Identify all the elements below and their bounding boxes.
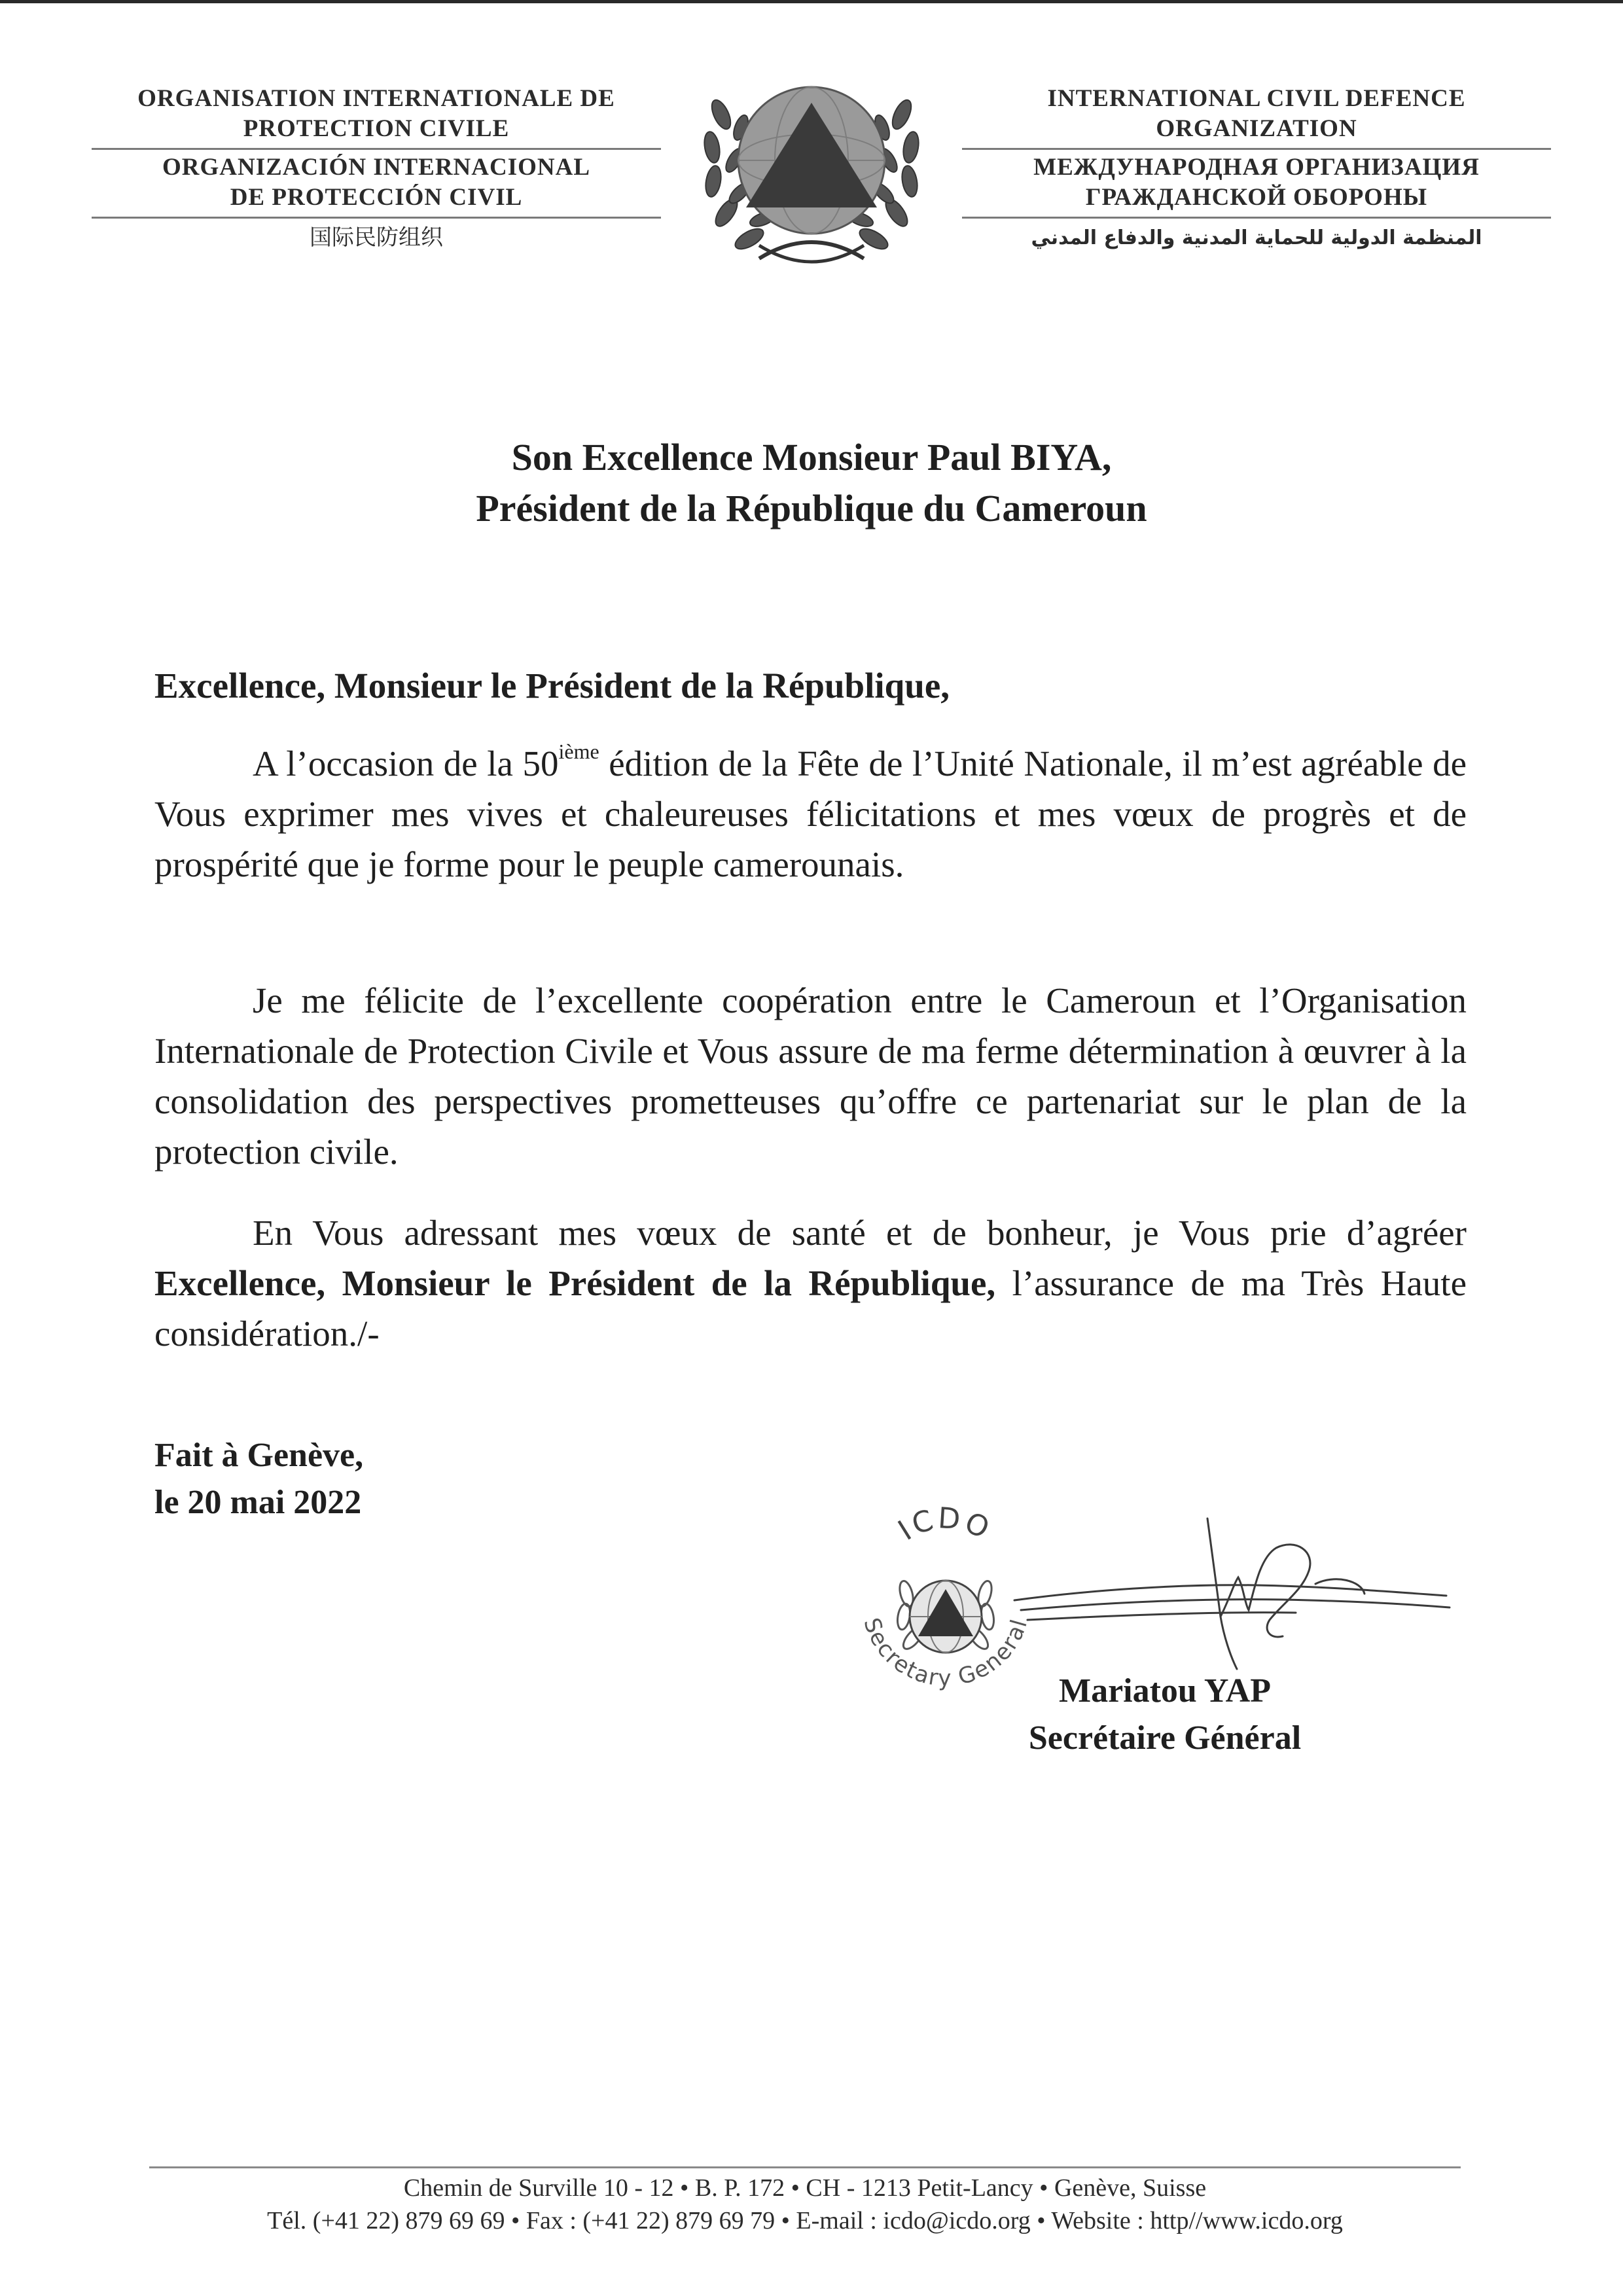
org-name-fr-line1: ORGANISATION INTERNATIONALE DE — [137, 85, 615, 112]
org-name-ru-line1: МЕЖДУНАРОДНАЯ ОРГАНИЗАЦИЯ — [1033, 154, 1480, 181]
footer-contact-details: Tél. (+41 22) 879 69 69 • Fax : (+41 22) 879 69 79 • E-mail : icdo@icdo.org • Website : http//www.icdo.org — [267, 2207, 1343, 2234]
header-divider — [962, 148, 1551, 150]
icdo-emblem-icon — [687, 62, 936, 278]
paragraph-1-start: A l’occasion de la 50 — [253, 744, 559, 783]
top-border-line — [0, 0, 1623, 3]
header-divider — [92, 217, 661, 219]
paragraph-3-closing: l’assurance de ma Très Haute considération./- — [154, 1263, 1467, 1354]
footer-divider — [149, 2166, 1461, 2168]
org-name-en-line1: INTERNATIONAL CIVIL DEFENCE — [1047, 85, 1466, 112]
paragraph-3-bold-address: Excellence, Monsieur le Président de la République, — [154, 1263, 996, 1303]
header-divider — [92, 148, 661, 150]
footer-address: Chemin de Surville 10 - 12 • B. P. 172 • CH - 1213 Petit-Lancy • Genève, Suisse — [403, 2174, 1207, 2202]
letterhead-right — [962, 84, 1551, 255]
seal-bottom-text: Secretary General — [858, 1615, 1033, 1692]
date: le 20 mai 2022 — [154, 1484, 362, 1521]
header-divider — [962, 217, 1551, 219]
salutation: Excellence, Monsieur le Président de la République, — [154, 666, 950, 706]
footer-contact — [149, 2172, 1461, 2237]
place: Fait à Genève, — [154, 1437, 364, 1474]
org-name-ru-line2: ГРАЖДАНСКОЙ ОБОРОНЫ — [1085, 184, 1428, 211]
handwritten-signature-icon — [1008, 1512, 1453, 1676]
org-name-es-line2: DE PROTECCIÓN CIVIL — [230, 184, 523, 211]
seal-top-text: ICDO — [892, 1501, 997, 1547]
paragraph-3-start: En Vous adressant mes vœux de santé et de bonheur, je Vous prie d’agréer — [253, 1213, 1467, 1253]
signer-title: Secrétaire Général — [1028, 1719, 1302, 1757]
org-name-en-line2: ORGANIZATION — [1156, 115, 1357, 142]
paragraph-3 — [154, 1208, 1467, 1359]
paragraph-1-rest: édition de la Fête de l’Unité Nationale, il m’est agréable de Vous exprimer mes vives et chaleureuses félicitations et mes vœux de progrès et de prospérité que je forme pour le peuple camerounais. — [154, 744, 1467, 884]
paragraph-2: Je me félicite de l’excellente coopération entre le Cameroun et l’Organisation Internationale de Protection Civile et Vous assure de ma ferme détermination à œuvrer à la consolidation des perspectives prometteuses qu’offre ce partenariat sur le plan de la protection civile. — [154, 980, 1467, 1172]
org-name-ar: المنظمة الدولية للحماية المدنية والدفاع المدني — [1031, 226, 1482, 249]
org-name-fr-line2: PROTECTION CIVILE — [243, 115, 510, 142]
svg-text:ICDO — [893, 1501, 997, 1547]
place-date-block — [154, 1432, 363, 1526]
ordinal-superscript: ième — [558, 740, 599, 763]
signer-name: Mariatou YAP — [1058, 1672, 1271, 1710]
org-name-es-line1: ORGANIZACIÓN INTERNACIONAL — [162, 154, 591, 181]
letterhead-left — [92, 84, 661, 254]
signer-block — [982, 1668, 1348, 1762]
addressee-block — [196, 432, 1427, 534]
org-name-zh: 国际民防组织 — [310, 224, 443, 251]
paragraph-1 — [154, 738, 1467, 889]
addressee-title: Président de la République du Cameroun — [476, 487, 1147, 529]
addressee-name: Son Excellence Monsieur Paul BIYA, — [511, 436, 1112, 478]
